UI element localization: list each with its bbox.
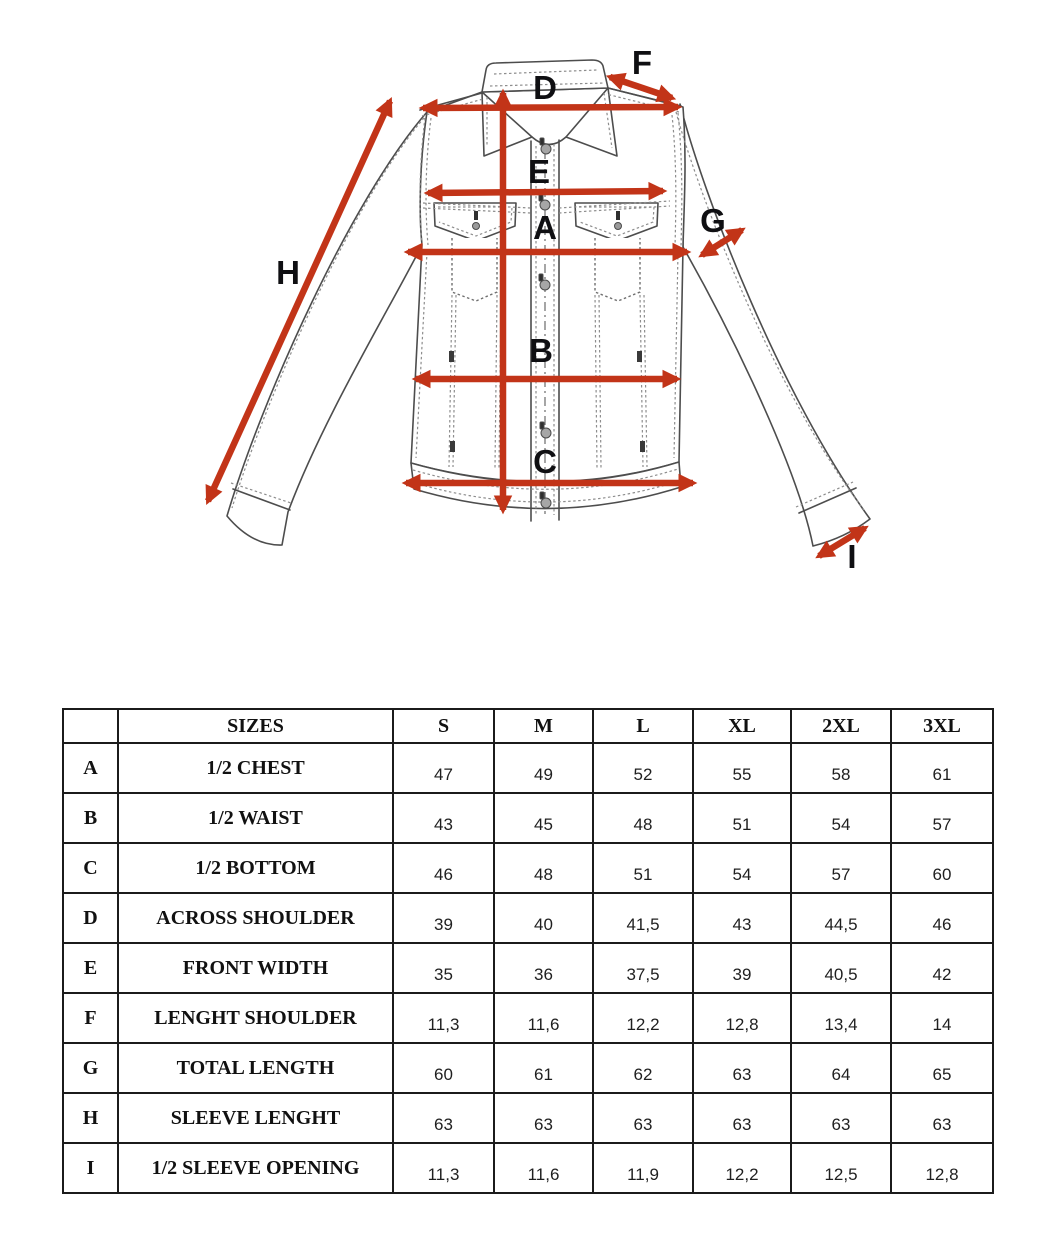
size-value: 63 [693, 1093, 791, 1143]
measure-name: TOTAL LENGTH [118, 1043, 393, 1093]
measure-name: ACROSS SHOULDER [118, 893, 393, 943]
size-value: 63 [891, 1093, 993, 1143]
measure-arrow-d [423, 107, 678, 108]
size-value: 63 [693, 1043, 791, 1093]
header-sizes: SIZES [118, 709, 393, 743]
header-empty [63, 709, 118, 743]
size-value: 44,5 [791, 893, 891, 943]
size-value: 58 [791, 743, 891, 793]
row-letter: I [63, 1143, 118, 1193]
header-xl: XL [693, 709, 791, 743]
size-value: 57 [891, 793, 993, 843]
size-value: 12,2 [593, 993, 693, 1043]
size-value: 62 [593, 1043, 693, 1093]
row-letter: G [63, 1043, 118, 1093]
label-h: H [276, 254, 300, 291]
size-value: 52 [593, 743, 693, 793]
row-letter: E [63, 943, 118, 993]
label-a: A [533, 209, 557, 246]
row-letter: B [63, 793, 118, 843]
size-value: 11,9 [593, 1143, 693, 1193]
table-row [63, 1043, 993, 1093]
size-value: 40 [494, 893, 593, 943]
size-value: 60 [891, 843, 993, 893]
size-value: 61 [891, 743, 993, 793]
table-row [63, 943, 993, 993]
size-value: 13,4 [791, 993, 891, 1043]
size-value: 37,5 [593, 943, 693, 993]
size-value: 12,8 [693, 993, 791, 1043]
size-value: 11,3 [393, 993, 494, 1043]
measure-name: SLEEVE LENGHT [118, 1093, 393, 1143]
size-value: 12,5 [791, 1143, 891, 1193]
table-row [63, 1143, 993, 1193]
size-value: 47 [393, 743, 494, 793]
size-value: 54 [693, 843, 791, 893]
size-value: 51 [693, 793, 791, 843]
size-value: 42 [891, 943, 993, 993]
size-value: 35 [393, 943, 494, 993]
label-f: F [631, 44, 653, 81]
size-value: 49 [494, 743, 593, 793]
label-g: G [700, 202, 726, 239]
size-value: 63 [791, 1093, 891, 1143]
size-value: 46 [891, 893, 993, 943]
size-value: 63 [494, 1093, 593, 1143]
header-l: L [593, 709, 693, 743]
header-s: S [393, 709, 494, 743]
table-row [63, 893, 993, 943]
label-e: E [527, 153, 551, 190]
row-letter: D [63, 893, 118, 943]
size-value: 61 [494, 1043, 593, 1093]
label-b: B [529, 332, 553, 369]
size-value: 39 [393, 893, 494, 943]
row-letter: F [63, 993, 118, 1043]
label-i: I [847, 538, 857, 575]
row-letter: C [63, 843, 118, 893]
size-value: 12,2 [693, 1143, 791, 1193]
header-3xl: 3XL [891, 709, 993, 743]
table-row [63, 993, 993, 1043]
size-value: 48 [593, 793, 693, 843]
size-value: 41,5 [593, 893, 693, 943]
size-value: 45 [494, 793, 593, 843]
size-value: 65 [891, 1043, 993, 1093]
table-row [63, 743, 993, 793]
header-m: M [494, 709, 593, 743]
measure-name: 1/2 WAIST [118, 793, 393, 843]
label-c: C [533, 443, 557, 480]
size-value: 46 [393, 843, 494, 893]
size-value: 60 [393, 1043, 494, 1093]
size-value: 40,5 [791, 943, 891, 993]
measure-arrow-e [428, 191, 663, 193]
size-value: 14 [891, 993, 993, 1043]
right-sleeve [680, 104, 870, 546]
size-value: 48 [494, 843, 593, 893]
size-value: 63 [393, 1093, 494, 1143]
size-value: 43 [693, 893, 791, 943]
table-header-row [63, 709, 993, 743]
row-letter: H [63, 1093, 118, 1143]
table-row [63, 793, 993, 843]
size-value: 43 [393, 793, 494, 843]
size-value: 11,6 [494, 1143, 593, 1193]
size-value: 57 [791, 843, 891, 893]
table-row [63, 1093, 993, 1143]
label-d: D [533, 69, 557, 106]
size-value: 55 [693, 743, 791, 793]
size-value: 11,6 [494, 993, 593, 1043]
measure-name: 1/2 BOTTOM [118, 843, 393, 893]
measure-name: 1/2 SLEEVE OPENING [118, 1143, 393, 1193]
table-row [63, 843, 993, 893]
size-value: 11,3 [393, 1143, 494, 1193]
header-2xl: 2XL [791, 709, 891, 743]
size-value: 12,8 [891, 1143, 993, 1193]
size-table [62, 708, 994, 1194]
row-letter: A [63, 743, 118, 793]
size-value: 39 [693, 943, 791, 993]
size-value: 63 [593, 1093, 693, 1143]
size-value: 64 [791, 1043, 891, 1093]
size-value: 36 [494, 943, 593, 993]
measure-name: LENGHT SHOULDER [118, 993, 393, 1043]
left-sleeve [227, 112, 427, 545]
size-value: 51 [593, 843, 693, 893]
measure-name: 1/2 CHEST [118, 743, 393, 793]
measure-name: FRONT WIDTH [118, 943, 393, 993]
size-value: 54 [791, 793, 891, 843]
